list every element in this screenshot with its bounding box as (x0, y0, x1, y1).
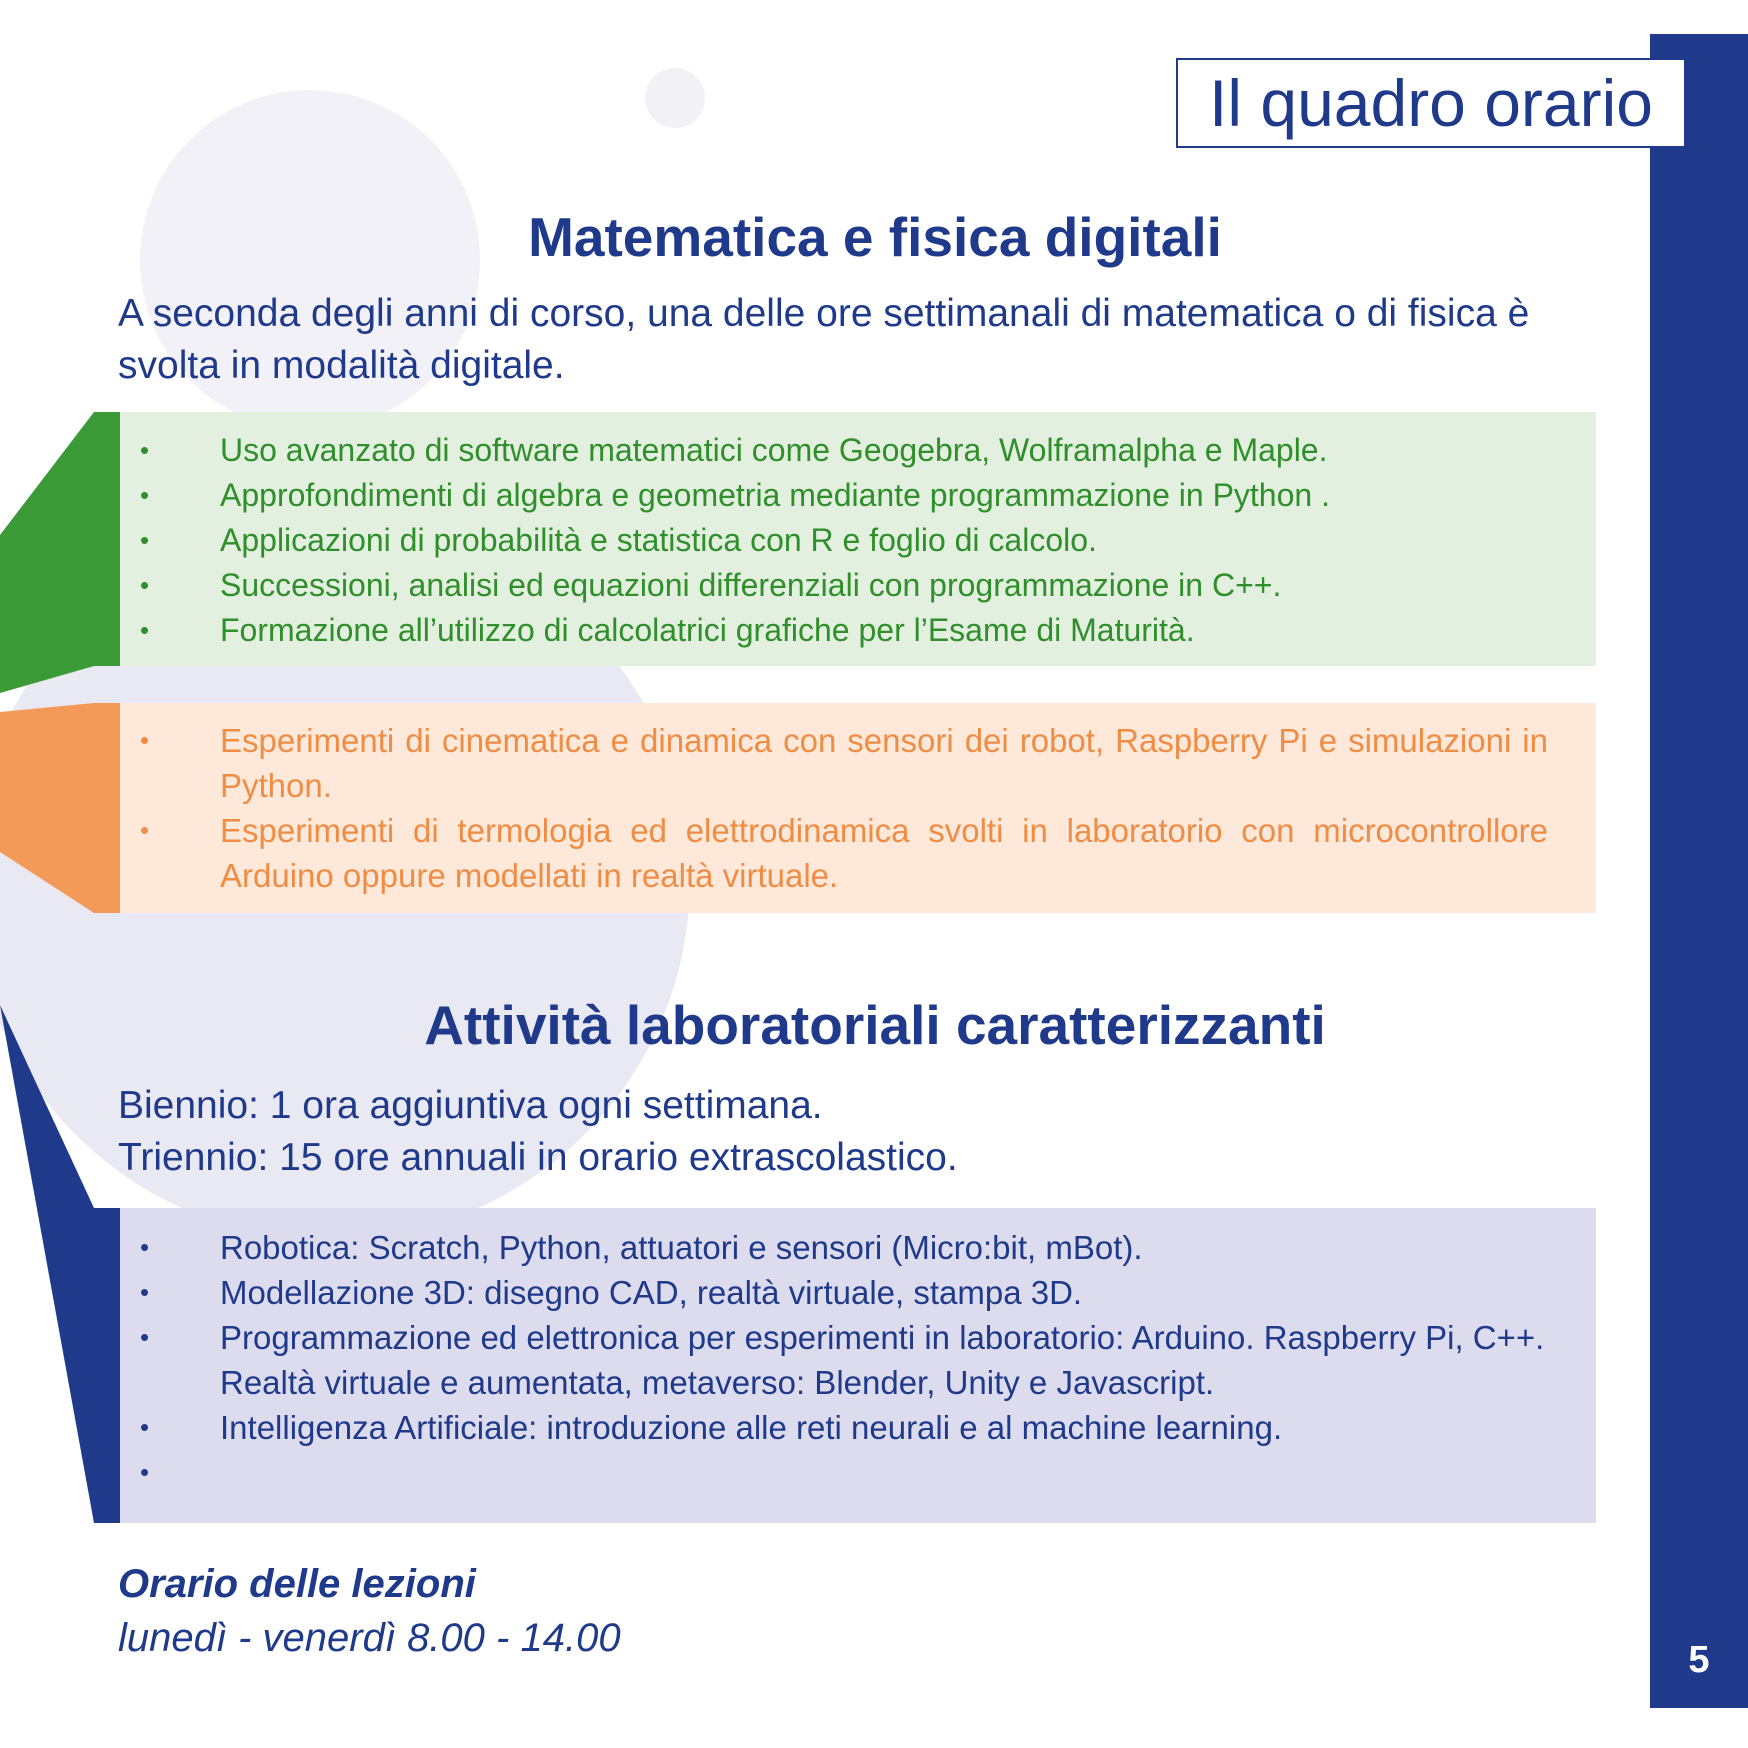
list-item: Programmazione ed elettronica per esperimenti in laboratorio: Arduino. Raspberry Pi, C++. (220, 1319, 1545, 1356)
math-list (220, 428, 1548, 653)
list-item: Applicazioni di probabilità e statistica con R e foglio di calcolo. (220, 522, 1097, 558)
background-circle-dot (645, 68, 705, 128)
side-bar (1650, 34, 1748, 1708)
list-item: Intelligenza Artificiale: introduzione alle reti neurali e al machine learning. (220, 1409, 1283, 1446)
list-item: Esperimenti di cinematica e dinamica con sensori dei robot, Raspberry Pi e simulazioni in Python. (220, 722, 1548, 804)
physics-bullets: • • (140, 725, 150, 845)
math-section-intro: A seconda degli anni di corso, una delle ore settimanali di matematica o di fisica è svolta in modalità digitale. (118, 292, 1530, 387)
triennio-text: Triennio: 15 ore annuali in orario extrascolastico. (118, 1136, 958, 1179)
biennio-text: Biennio: 1 ora aggiuntiva ogni settimana. (118, 1084, 823, 1127)
lab-section-heading: Attività laboratoriali caratterizzanti (424, 994, 1326, 1056)
schedule-title: Orario delle lezioni (118, 1562, 476, 1606)
list-item: Robotica: Scratch, Python, attuatori e sensori (Micro:bit, mBot). (220, 1229, 1143, 1266)
lab-bullets: • • • • • (140, 1232, 150, 1487)
page-title: Il quadro orario (1176, 58, 1686, 148)
lab-panel-accent (94, 1208, 120, 1523)
math-bullets: • • • • • (140, 435, 150, 645)
page-number: 5 (1688, 1639, 1710, 1681)
list-item: Formazione all’utilizzo di calcolatrici grafiche per l’Esame di Maturità. (220, 612, 1195, 648)
lab-section-intro (118, 1080, 1598, 1184)
green-side-triangle (0, 412, 94, 693)
list-item: Approfondimenti di algebra e geometria mediante programmazione in Python . (220, 477, 1330, 513)
math-section-heading: Matematica e fisica digitali (528, 206, 1222, 268)
list-item: Modellazione 3D: disegno CAD, realtà virtuale, stampa 3D. (220, 1274, 1083, 1311)
list-item: Successioni, analisi ed equazioni differenziali con programmazione in C++. (220, 567, 1282, 603)
list-item: Esperimenti di termologia ed elettrodinamica svolti in laboratorio con microcontrollore Arduino oppure modellati in realtà virtuale. (220, 812, 1548, 894)
list-item: Uso avanzato di software matematici come Geogebra, Wolframalpha e Maple. (220, 432, 1328, 468)
math-panel-accent (94, 412, 120, 666)
physics-list (220, 718, 1548, 898)
list-item: Realtà virtuale e aumentata, metaverso: Blender, Unity e Javascript. (220, 1364, 1215, 1401)
lab-list (220, 1225, 1548, 1450)
physics-panel-accent (94, 703, 120, 913)
schedule-hours: lunedì - venerdì 8.00 - 14.00 (118, 1616, 621, 1660)
